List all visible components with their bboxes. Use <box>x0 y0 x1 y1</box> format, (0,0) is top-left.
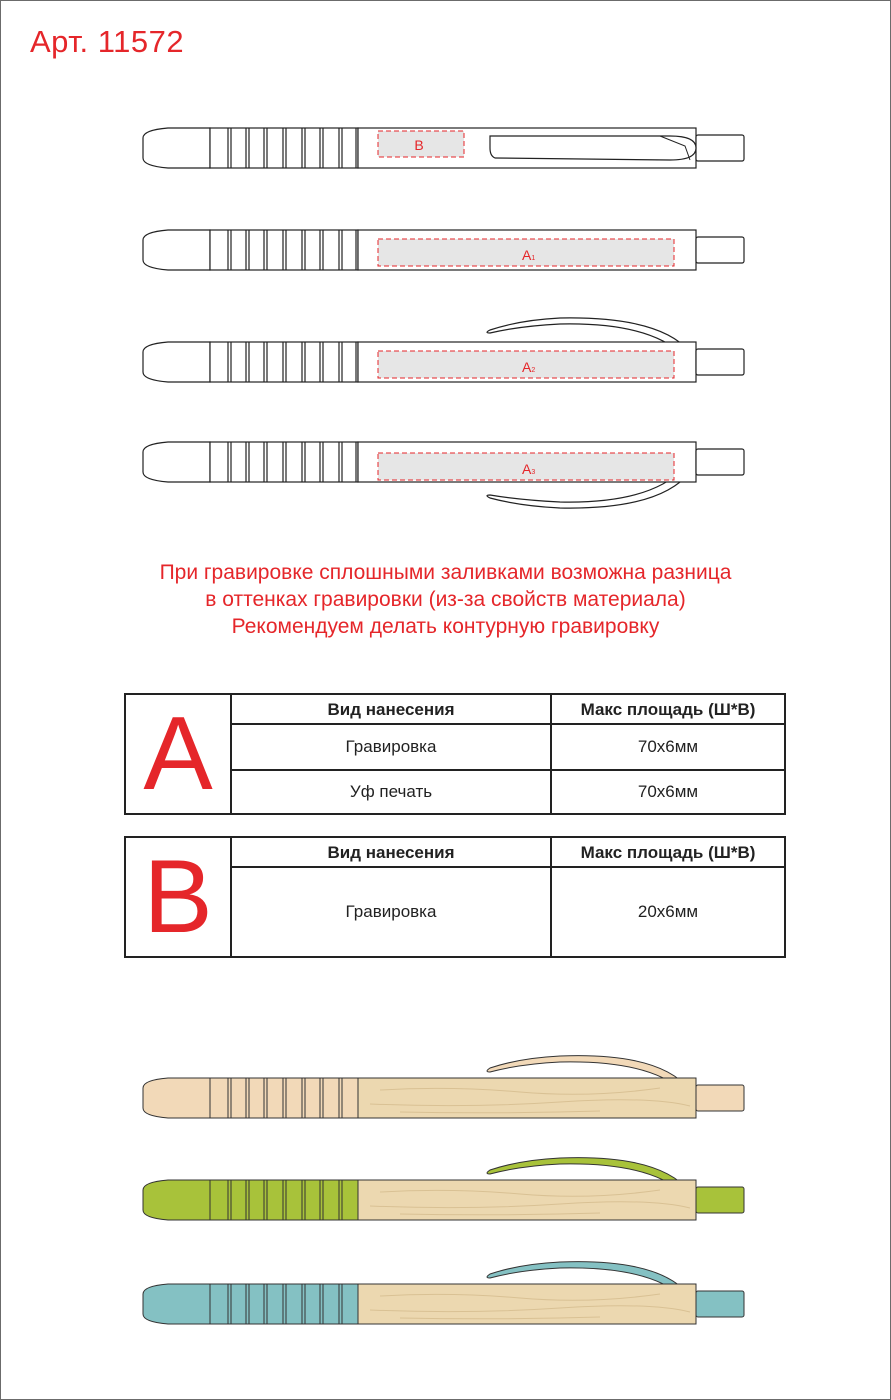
area-b-label: B <box>414 137 424 153</box>
table-area-b <box>124 836 786 958</box>
table-b-col1-header: Вид нанесения <box>327 843 455 862</box>
table-b-row1-method: Гравировка <box>345 902 437 921</box>
table-area-a <box>124 693 786 815</box>
note-line-1: При гравировке сплошными заливками возможна разница <box>159 561 732 584</box>
article-title: Арт. 11572 <box>30 24 185 59</box>
pen-clip <box>490 136 696 160</box>
table-a-letter: A <box>126 695 232 813</box>
table-b-row1-size: 20x6мм <box>637 902 699 921</box>
table-a-row1-size: 70x6мм <box>637 737 699 756</box>
pen-variant-natural <box>143 1056 744 1118</box>
table-b-letter: B <box>126 838 232 956</box>
table-a-row2-size: 70x6мм <box>637 782 699 801</box>
area-a2-label: A2 <box>522 359 536 375</box>
pen-view-a2 <box>143 318 744 382</box>
pen-view-a1 <box>143 230 744 270</box>
pen-variant-blue <box>143 1262 744 1324</box>
table-b-col2-header: Макс площадь (Ш*В) <box>580 843 756 862</box>
note-line-3: Рекомендуем делать контурную гравировку <box>231 615 660 638</box>
table-a-row2-method: Уф печать <box>349 782 433 801</box>
table-a-col2-header: Макс площадь (Ш*В) <box>580 700 756 719</box>
engraving-note <box>0 559 891 640</box>
pen-view-b <box>143 128 744 168</box>
table-a-col1-header: Вид нанесения <box>327 700 455 719</box>
pen-variant-green <box>143 1158 744 1220</box>
area-a3-label: A3 <box>522 461 536 477</box>
table-a-row1-method: Гравировка <box>345 737 437 756</box>
note-line-2: в оттенках гравировки (из-за свойств материала) <box>205 588 686 611</box>
pen-view-a3 <box>143 442 744 508</box>
area-a1-label: A1 <box>522 247 536 263</box>
